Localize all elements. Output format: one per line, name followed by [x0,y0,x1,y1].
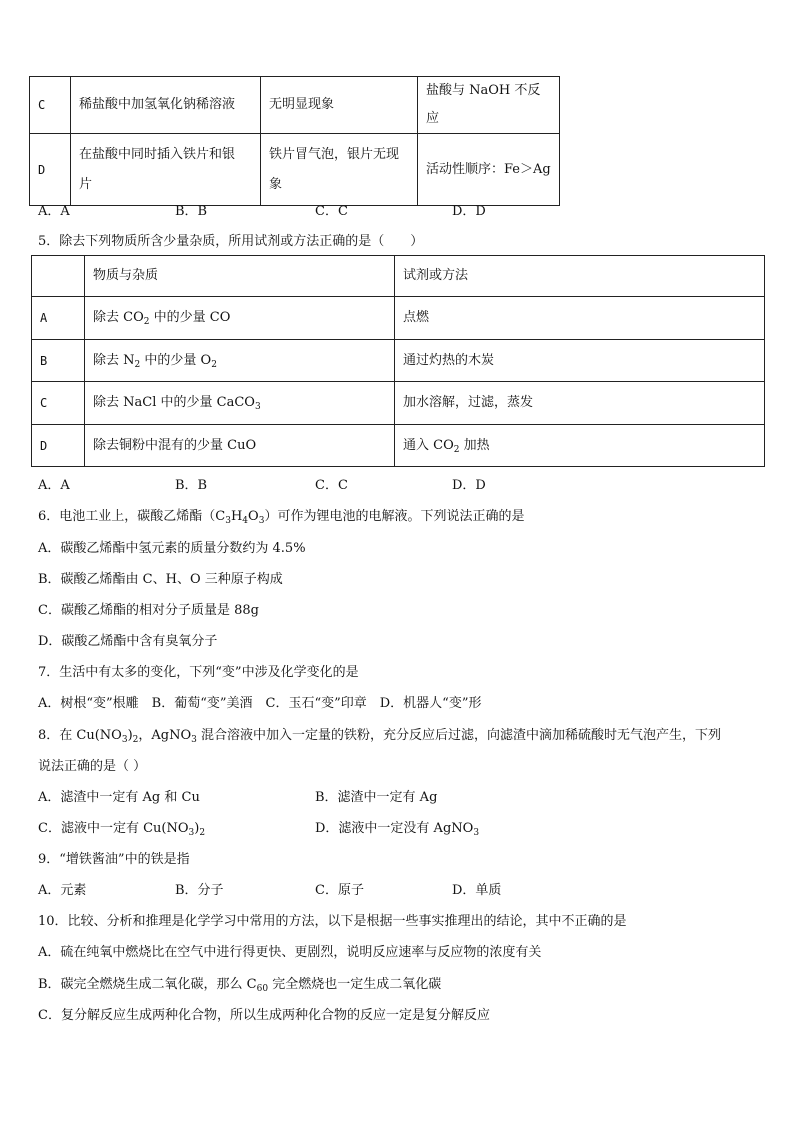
q6-option-c[interactable]: C．碳酸乙烯酯的相对分子质量是 88g [38,603,259,618]
table-row [30,77,560,134]
method-cell: 通入 $CO_2$ 加热 [395,425,765,467]
option-b[interactable]: B．分子 [175,883,224,898]
table-row [32,340,765,382]
q9-stem: 9．“增铁酱油”中的铁是指 [38,852,190,867]
operation-line: 片 [79,176,93,192]
option-d[interactable]: D．单质 [452,883,502,898]
option-a[interactable]: A．A [38,478,70,493]
q5-stem: 5．除去下列物质所含少量杂质，所用试剂或方法正确的是（ ） [38,234,424,249]
q10-option-b[interactable]: B．碳完全燃烧生成二氧化碳，那么 $C_{60}$ 完全燃烧也一定生成二氧化碳 [38,977,442,994]
table-row [32,297,765,340]
q10-option-a[interactable]: A．硫在纯氧中燃烧比在空气中进行得更快、更剧烈，说明反应速率与反应物的浓度有关 [38,945,542,960]
q6-option-d[interactable]: D．碳酸乙烯酯中含有臭氧分子 [38,634,218,649]
table-row [32,382,765,425]
option-c[interactable]: C．原子 [315,883,364,898]
phenomenon-line: 象 [269,176,283,192]
option-d[interactable]: D．D [452,204,486,219]
option-b[interactable]: B．B [175,204,208,219]
row-letter: C [30,77,71,134]
method-cell: 点燃 [395,297,765,340]
option-c[interactable]: C．C [315,478,348,493]
table-row [32,425,765,467]
q8-option-b[interactable]: B．滤渣中一定有 Ag [315,790,438,805]
operation-line: 在盐酸中同时插入铁片和银 [79,146,236,162]
q6-option-a[interactable]: A．碳酸乙烯酯中氢元素的质量分数约为 4.5% [38,541,306,556]
row-letter: D [32,425,85,467]
q6-stem: 6．电池工业上，碳酸乙烯酯$(C_3H_4O_3)$可作为锂电池的电解液。下列说法正确的是 [38,509,525,526]
q7-stem: 7．生活中有太多的变化，下列“变”中涉及化学变化的是 [38,665,359,680]
q10-option-c[interactable]: C．复分解反应生成两种化合物，所以生成两种化合物的反应一定是复分解反应 [38,1008,490,1023]
method-cell: 加水溶解，过滤，蒸发 [395,382,765,425]
q8-option-a[interactable]: A．滤渣中一定有 Ag 和 Cu [38,790,200,805]
option-a[interactable]: A．元素 [38,883,87,898]
q5-table [31,255,765,467]
q8-option-d[interactable]: D．滤液中一定没有 AgNO$_3$ [315,821,480,838]
substance-cell: 除去 $N_2$ 中的少量 $O_2$ [85,340,395,382]
row-letter: C [32,382,85,425]
operation-cell [71,134,261,206]
row-letter: A [32,297,85,340]
header-method: 试剂或方法 [395,256,765,297]
q8-option-c[interactable]: C．滤液中一定有 $Cu(NO_3)_2$ [38,821,206,838]
table-header-row [32,256,765,297]
phenomenon-cell [261,134,418,206]
option-c[interactable]: C．C [315,204,348,219]
phenomenon-cell: 无明显现象 [261,77,418,134]
method-cell: 通过灼热的木炭 [395,340,765,382]
q4-table [29,76,560,206]
q7-options[interactable]: A．树根“变”根雕 B．葡萄“变”美酒 C．玉石“变”印章 D．机器人“变”形 [38,696,482,711]
option-a[interactable]: A．A [38,204,70,219]
header-substance: 物质与杂质 [85,256,395,297]
conclusion-cell: 盐酸与 NaOH 不反应 [418,77,560,134]
substance-cell: 除去 $CO_2$ 中的少量 CO [85,297,395,340]
q8-stem-line2: 说法正确的是（ ） [38,759,147,774]
option-d[interactable]: D．D [452,478,486,493]
q10-stem: 10．比较、分析和推理是化学学习中常用的方法，以下是根据一些事实推理出的结论，其中不正确的是 [38,914,627,929]
table-row [30,134,560,206]
substance-cell: 除去 NaCl 中的少量 CaCO$_3$ [85,382,395,425]
q8-stem: 8．在 $Cu(NO_3)_2$，AgNO$_3$ 混合溶液中加入一定量的铁粉，充分反应后过滤，向滤渣中滴加稀硫酸时无气泡产生，下列 [38,728,721,745]
substance-cell: 除去铜粉中混有的少量 CuO [85,425,395,467]
q6-option-b[interactable]: B．碳酸乙烯酯由 C、H、O 三种原子构成 [38,572,283,587]
phenomenon-line: 铁片冒气泡，银片无现 [269,146,400,162]
row-letter: D [30,134,71,206]
row-letter: B [32,340,85,382]
conclusion-cell: 活动性顺序：Fe＞Ag [418,134,560,206]
operation-cell: 稀盐酸中加氢氧化钠稀溶液 [71,77,261,134]
option-b[interactable]: B．B [175,478,208,493]
